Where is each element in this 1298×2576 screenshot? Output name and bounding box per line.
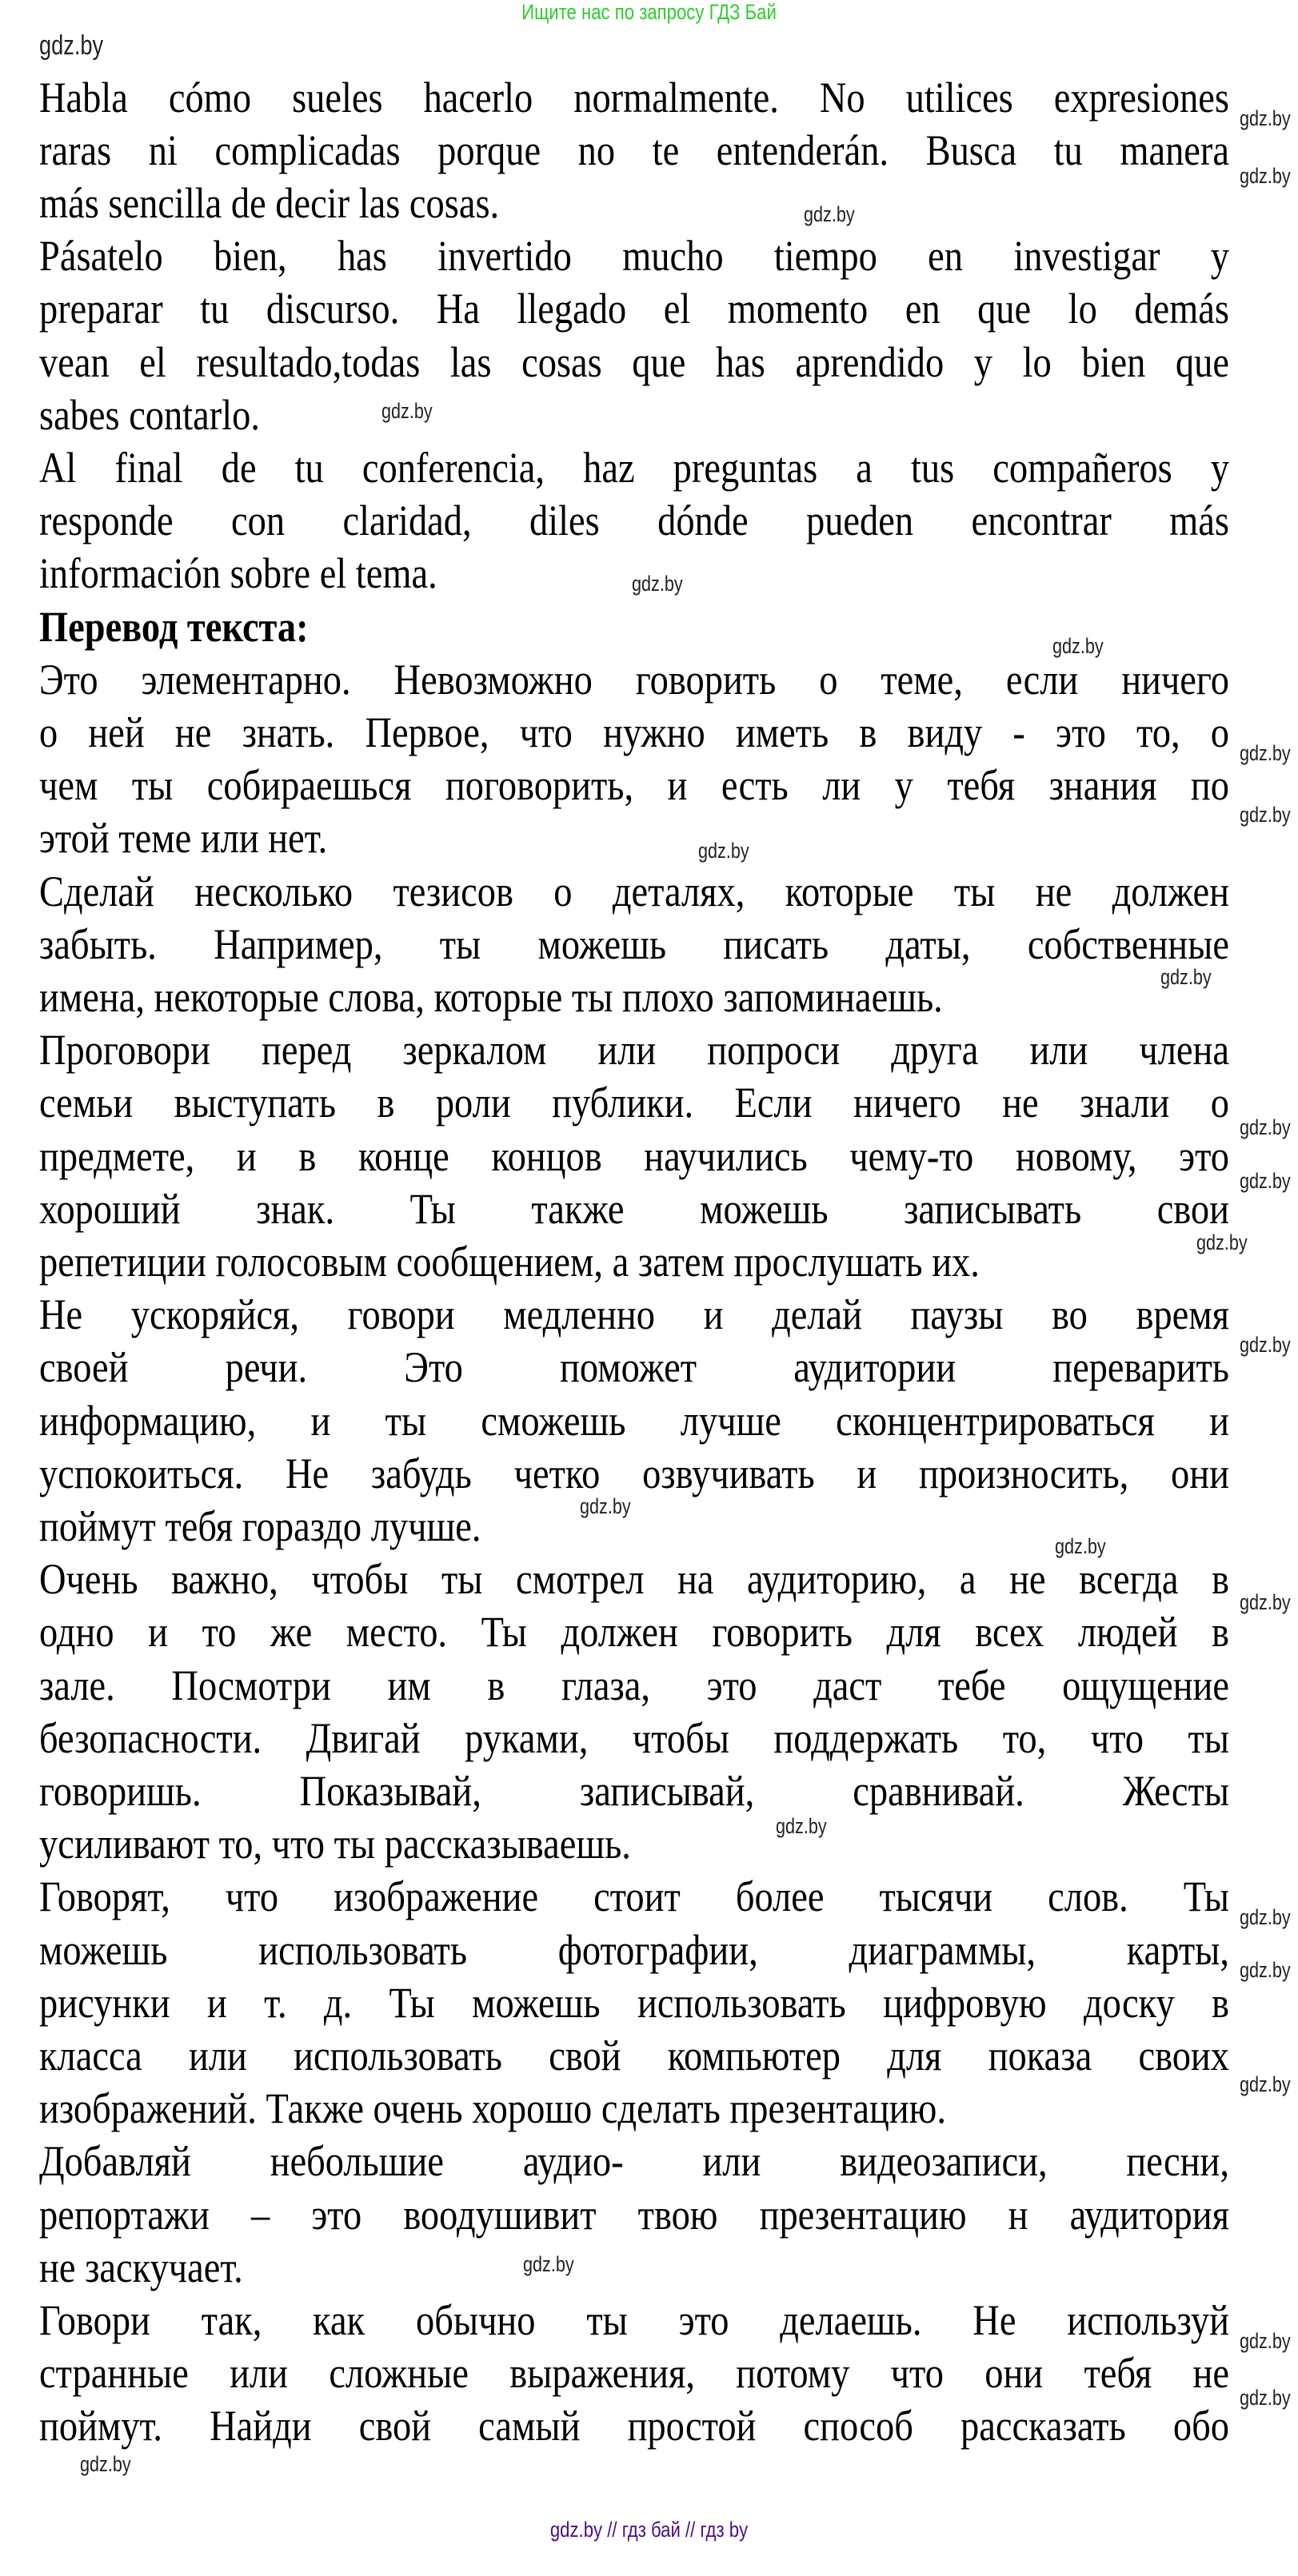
- text-line-content: información sobre el tema.: [39, 549, 437, 598]
- text-line-content: чем ты собираешься поговорить, и есть ли у тебя знания по: [39, 761, 1229, 810]
- text-line: [39, 1442, 1229, 1495]
- text-line-content: не заскучает.: [39, 2243, 243, 2291]
- watermark: gdz.by: [1240, 1333, 1291, 1357]
- text-line: [39, 1654, 1229, 1707]
- text-line-content: хороший знак. Ты также можешь записывать свои: [39, 1184, 1229, 1233]
- text-line-content: успокоиться. Не забудь четко озвучивать и произносить, они: [39, 1449, 1229, 1497]
- text-line-content: Pásatelo bien, has invertido mucho tiempo en investigar y: [39, 232, 1229, 281]
- text-line: [39, 701, 1229, 754]
- text-line-content: responde con claridad, diles dónde pueden encontrar más: [39, 496, 1229, 545]
- watermark: gdz.by: [80, 2452, 131, 2476]
- text-line: [39, 2236, 1229, 2289]
- text-line-content: можешь использовать фотографии, диаграммы, карты,: [39, 1925, 1229, 1974]
- watermark: gdz.by: [1240, 741, 1291, 765]
- text-line-content: Сделай несколько тезисов о деталях, которые ты не должен: [39, 867, 1229, 915]
- text-line: [39, 2131, 1229, 2186]
- text-line-content: Проговори перед зеркалом или попроси друга или члена: [39, 1026, 1229, 1075]
- search-banner: Ищите нас по запросу ГДЗ Бай: [521, 0, 777, 24]
- text-line-content: рисунки и т. д. Ты можешь использовать цифровую доску в: [39, 1978, 1229, 2027]
- text-line: [39, 1813, 1229, 1866]
- text-line-content: своей речи. Это поможет аудитории переварить: [39, 1343, 1229, 1392]
- text-line-content: Добавляй небольшие аудио- или видеозаписи, песни,: [39, 2137, 1229, 2186]
- text-line-content: поймут тебя гораздо лучше.: [39, 1502, 481, 1550]
- watermark: gdz.by: [698, 839, 749, 863]
- text-line: [39, 2024, 1229, 2080]
- watermark: gdz.by: [1240, 1169, 1291, 1193]
- text-line: [39, 2343, 1229, 2398]
- text-line-content: одно и то же место. Ты должен говорить для всех людей в: [39, 1608, 1229, 1657]
- text-line-content: vean el resultado,todas las cosas que has aprendido y lo bien que: [39, 337, 1229, 386]
- text-line: [39, 1072, 1229, 1125]
- text-line-content: безопасности. Двигай руками, чтобы поддержать то, что ты: [39, 1713, 1229, 1762]
- text-line: [39, 66, 1229, 122]
- text-line-content: Это элементарно. Невозможно говорить о теме, если ничего: [39, 655, 1229, 704]
- text-line-content: информацию, и ты сможешь лучше сконцентрироваться и: [39, 1396, 1229, 1445]
- text-line: [39, 1337, 1229, 1390]
- watermark: gdz.by: [1240, 1905, 1291, 1929]
- watermark: gdz.by: [1240, 2072, 1291, 2096]
- watermark: gdz.by: [1240, 1115, 1291, 1139]
- text-line: [39, 331, 1229, 384]
- text-line: [39, 1495, 1229, 1548]
- text-line-content: raras ni complicadas porque no te entenderán. Busca tu manera: [39, 126, 1229, 174]
- text-line: [39, 2289, 1229, 2342]
- text-line: [39, 278, 1229, 331]
- text-line: [39, 1601, 1229, 1657]
- text-line-content: Очень важно, чтобы ты смотрел на аудиторию, а не всегда в: [39, 1555, 1229, 1604]
- text-line-content: говоришь. Показывай, записывай, сравнивай. Жесты: [39, 1767, 1229, 1815]
- watermark: gdz.by: [1240, 164, 1291, 188]
- text-line: [39, 2078, 1229, 2131]
- text-line-content: Говорят, что изображение стоит более тысячи слов. Ты: [39, 1872, 1229, 1921]
- text-line: [39, 1760, 1229, 1815]
- text-line-content: sabes contarlo.: [39, 390, 260, 439]
- text-line-content: о ней не знать. Первое, что нужно иметь в виду - это то, о: [39, 708, 1229, 756]
- text-line-content: класса или использовать свой компьютер для показа своих: [39, 2032, 1229, 2080]
- text-line-content: предмете, и в конце концов научились чему-то новому, это: [39, 1131, 1229, 1180]
- watermark: gdz.by: [1160, 965, 1212, 989]
- watermark: gdz.by: [1240, 2329, 1291, 2353]
- text-line-content: Не ускоряйся, говори медленно и делай паузы во время: [39, 1290, 1229, 1339]
- text-line: [39, 755, 1229, 810]
- text-line: [39, 1972, 1229, 2027]
- watermark: gdz.by: [1240, 106, 1291, 130]
- watermark: gdz.by: [804, 202, 855, 226]
- text-line: [39, 1230, 1229, 1286]
- watermark: gdz.by: [1240, 803, 1291, 827]
- text-line: [39, 913, 1229, 966]
- text-line: [39, 172, 1229, 225]
- section-heading: [39, 596, 1229, 651]
- text-line-content: поймут. Найди свой самый простой способ рассказать обо: [39, 2402, 1229, 2450]
- text-line-content: репортажи – это воодушивит твою презентацию н аудитория: [39, 2190, 1229, 2239]
- text-line: [39, 860, 1229, 913]
- text-line-content: забыть. Например, ты можешь писать даты, собственные: [39, 919, 1229, 968]
- text-line: [39, 1707, 1229, 1760]
- watermark: gdz.by: [1196, 1230, 1248, 1254]
- text-line-content: preparar tu discurso. Ha llegado el momento en que lo demás: [39, 285, 1229, 333]
- text-line: [39, 1178, 1229, 1233]
- watermark: gdz.by: [776, 1814, 827, 1838]
- text-line: [39, 966, 1229, 1019]
- text-line-content: семьи выступать в роли публики. Если ничего не знали о: [39, 1079, 1229, 1127]
- watermark: gdz.by: [381, 399, 433, 423]
- watermark: gdz.by: [1055, 1534, 1106, 1558]
- text-line: [39, 490, 1229, 543]
- text-line: [39, 384, 1229, 437]
- text-line: [39, 1284, 1229, 1337]
- text-line: [39, 437, 1229, 492]
- text-line-content: Перевод текста:: [39, 602, 309, 651]
- text-line: [39, 648, 1229, 704]
- text-line: [39, 119, 1229, 172]
- text-line-content: этой теме или нет.: [39, 814, 328, 863]
- text-line-content: усиливают то, что ты рассказываешь.: [39, 1820, 631, 1868]
- text-line-content: Говори так, как обычно ты это делаешь. Не используй: [39, 2296, 1229, 2344]
- text-line: [39, 807, 1229, 863]
- text-line: [39, 1919, 1229, 1972]
- text-line-content: имена, некоторые слова, которые ты плохо запоминаешь.: [39, 973, 943, 1021]
- text-line-content: más sencilla de decir las cosas.: [39, 179, 500, 227]
- text-line-content: Al final de tu conferencia, haz preguntas a tus compañeros y: [39, 444, 1229, 492]
- watermark: gdz.by: [632, 572, 683, 596]
- watermark: gdz.by: [39, 30, 104, 61]
- text-line: [39, 2183, 1229, 2239]
- text-line-content: зале. Посмотри им в глаза, это даст тебе ощущение: [39, 1661, 1229, 1709]
- text-line-content: странные или сложные выражения, потому что они тебя не: [39, 2349, 1229, 2398]
- text-line: [39, 1125, 1229, 1178]
- watermark: gdz.by: [1240, 1958, 1291, 1982]
- text-line: [39, 2395, 1229, 2448]
- watermark: gdz.by: [523, 2252, 574, 2276]
- text-line: [39, 225, 1229, 281]
- watermark: gdz.by: [580, 1494, 631, 1518]
- watermark: gdz.by: [1052, 634, 1104, 658]
- footer-links: gdz.by // гдз бай // гдз by: [549, 2518, 749, 2542]
- watermark: gdz.by: [1240, 2386, 1291, 2410]
- text-line: [39, 1390, 1229, 1445]
- text-line-content: изображений. Также очень хорошо сделать презентацию.: [39, 2084, 946, 2133]
- text-line: [39, 1019, 1229, 1075]
- text-line-content: Habla cómo sueles hacerlo normalmente. No utilices expresiones: [39, 73, 1229, 122]
- text-line: [39, 1866, 1229, 1919]
- text-line-content: репетиции голосовым сообщением, а затем прослушать их.: [39, 1238, 980, 1286]
- watermark: gdz.by: [1240, 1590, 1291, 1614]
- text-line: [39, 1549, 1229, 1604]
